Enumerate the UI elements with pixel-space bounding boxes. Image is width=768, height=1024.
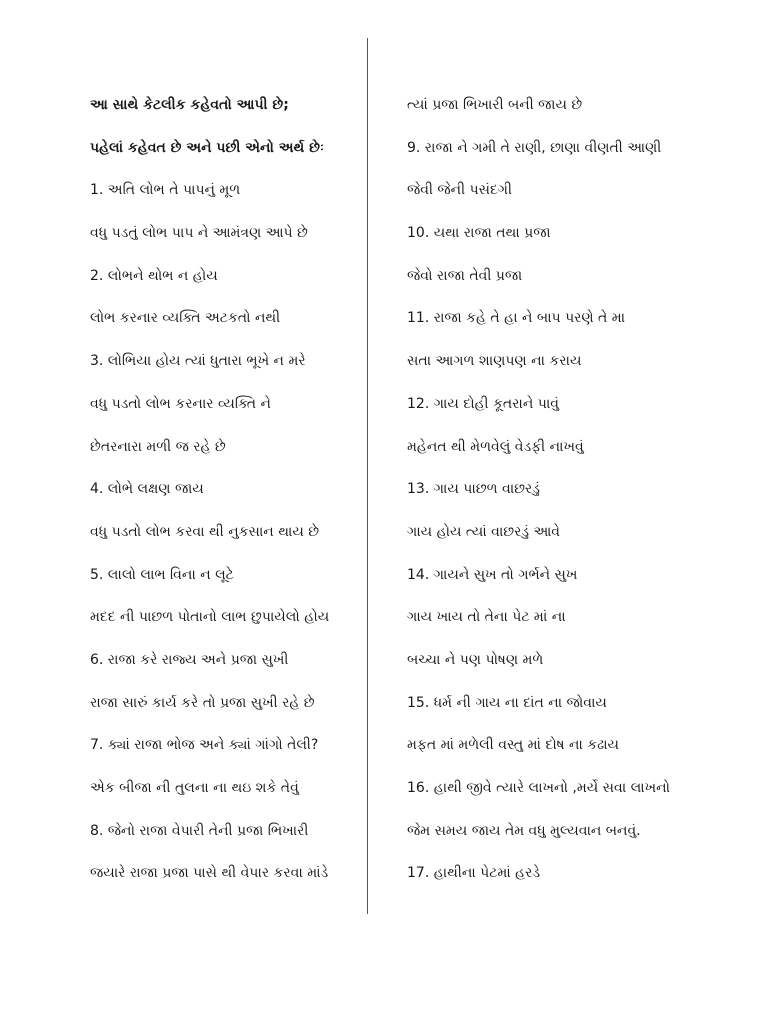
left-column-line: આ સાથે કેટલીક કહેવતો આપી છે; — [90, 97, 289, 113]
left-column-line: રાજા સારું કાર્ય કરે તો પ્રજા સુખી રહે છે — [90, 694, 315, 711]
left-column-line: વધુ પડતું લોભ પાપ ને આમંત્રણ આપે છે — [90, 225, 308, 242]
left-column-line: એક બીજા ની તુલના ના થઇ શકે તેવું — [90, 780, 299, 796]
right-column-line: મહેનત થી મેળવેલું વેડફી નાખવું — [407, 438, 584, 455]
left-column-line: 3. લોભિયા હોય ત્યાં ધુતારા ભૂખે ન મરે — [90, 353, 306, 370]
right-column-line: 14. ગાયને સુખ તો ગર્ભને સુખ — [407, 566, 578, 583]
right-column-line: 15. ધર્મ ની ગાય ના દાંત ના જોવાય — [407, 694, 607, 711]
right-column — [407, 90, 762, 901]
left-column-line: જયારે રાજા પ્રજા પાસે થી વેપાર કરવા માંડે — [90, 865, 329, 882]
left-column-line: 5. લાલો લાભ વિના ન લૂટે — [90, 566, 234, 583]
right-column-line: જેમ સમય જાય તેમ વધુ મુલ્યવાન બનવું. — [407, 822, 641, 839]
left-column-line: છેતરનારા મળી જ રહે છે — [90, 438, 226, 455]
left-column-line: મદદ ની પાછળ પોતાનો લાભ છુપાયેલો હોય — [90, 609, 330, 626]
left-column — [90, 90, 362, 901]
right-column-line: 13. ગાય પાછળ વાછરડું — [407, 481, 540, 498]
right-column-line: સતા આગળ શાણપણ ના કરાય — [407, 353, 582, 370]
left-column-line: 2. લોભને થોભ ન હોય — [90, 267, 218, 284]
right-column-line: 9. રાજા ને ગમી તે રાણી, છાણા વીણતી આણી — [407, 139, 662, 156]
left-column-line: 7. ક્યાં રાજા ભોજ અને ક્યાં ગાંગો તેલી? — [90, 737, 319, 754]
right-column-line: 10. યથા રાજા તથા પ્રજા — [407, 225, 551, 242]
right-column-line: જેવો રાજા તેવી પ્રજા — [407, 267, 523, 284]
right-column-line: જેવી જેની પસંદગી — [407, 182, 513, 199]
left-column-line: પહેલાં કહેવત છે અને પછી એનો અર્થ છેઃ — [90, 139, 324, 156]
right-column-line: મફત માં મળેલી વસ્તુ માં દોષ ના કઢાય — [407, 737, 620, 754]
right-column-line: 16. હાથી જીવે ત્યારે લાખનો ,મર્યે સવા લાખનો — [407, 780, 671, 796]
left-column-line: 6. રાજા કરે રાજ્ય અને પ્રજા સુખી — [90, 651, 289, 668]
left-column-line: 8. જેનો રાજા વેપારી તેની પ્રજા ભિખારી — [90, 822, 309, 839]
right-column-line: ગાય હોય ત્યાં વાછરડું આવે — [407, 523, 561, 540]
right-column-line: ગાય ખાય તો તેના પેટ માં ના — [407, 609, 566, 626]
right-column-line: 11. રાજા કહે તે હા ને બાપ પરણે તે મા — [407, 310, 626, 327]
right-column-line: બચ્ચા ને પણ પોષણ મળે — [407, 651, 544, 668]
left-column-line: 1. અતિ લોભ તે પાપનું મૂળ — [90, 182, 241, 199]
right-column-line: 17. હાથીના પેટમાં હરડે — [407, 865, 541, 882]
left-column-line: વધુ પડતો લોભ કરવા થી નુકસાન થાય છે — [90, 523, 320, 540]
right-column-line: ત્યાં પ્રજા ભિખારી બની જાય છે — [407, 97, 583, 113]
left-column-line: વધુ પડતો લોભ કરનાર વ્યક્તિ ને — [90, 395, 271, 412]
right-column-line: 12. ગાય દોહી કૂતરાને પાવું — [407, 395, 559, 412]
left-column-line: લોભ કરનાર વ્યક્તિ અટકતો નથી — [90, 310, 281, 327]
column-divider — [367, 38, 368, 914]
left-column-line: 4. લોભે લક્ષણ જાય — [90, 481, 204, 498]
